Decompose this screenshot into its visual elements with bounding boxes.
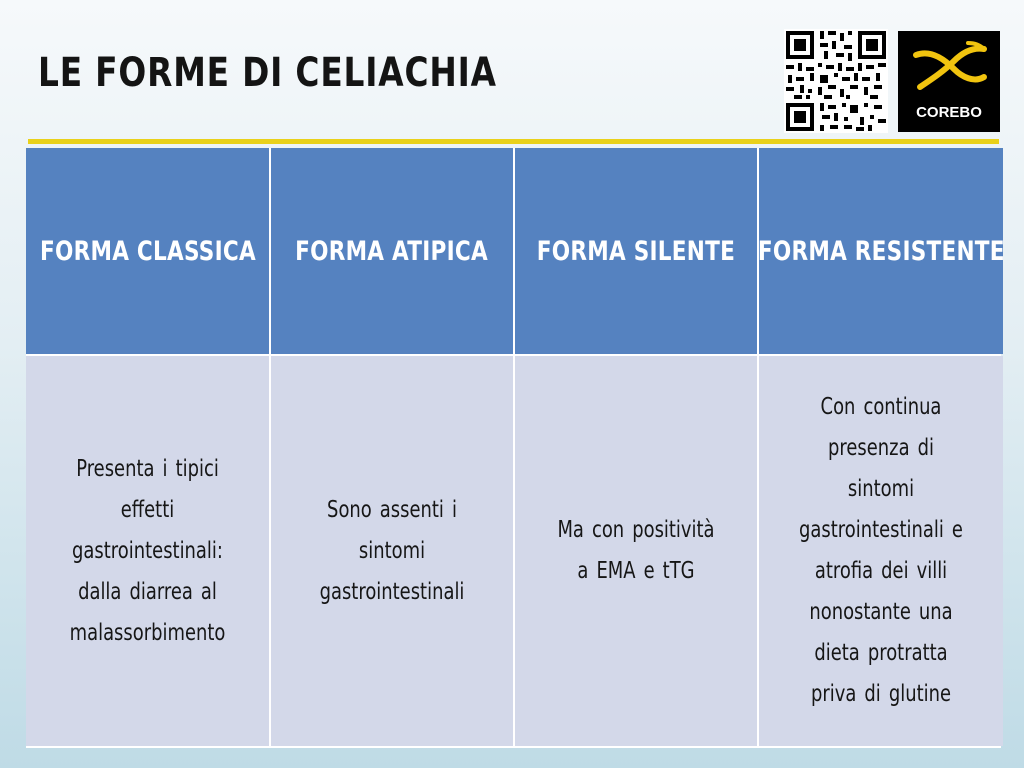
header-label: FORMA CLASSICA bbox=[39, 235, 256, 267]
header-forma-classica bbox=[26, 148, 269, 354]
logo-text: COREBO bbox=[916, 104, 982, 121]
cell-forma-classica bbox=[26, 356, 269, 746]
header-label: FORMA RESISTENTE bbox=[757, 235, 1005, 267]
cell-forma-silente bbox=[515, 356, 757, 746]
corebo-logo bbox=[898, 31, 1000, 132]
cell-forma-resistente bbox=[759, 356, 1003, 746]
cell-text: Sono assenti i sintomi gastrointestinali bbox=[319, 496, 465, 605]
title-underline bbox=[28, 139, 999, 144]
cell-text: Presenta i tipici effetti gastrointestinali: dalla diarrea al malassorbimento bbox=[69, 455, 226, 646]
header-label: FORMA ATIPICA bbox=[295, 235, 489, 267]
header-forma-silente bbox=[515, 148, 757, 354]
header-label: FORMA SILENTE bbox=[536, 235, 736, 267]
cell-text: Ma con positività a EMA e tTG bbox=[557, 517, 715, 584]
celiac-forms-table bbox=[26, 148, 1005, 748]
header-forma-resistente bbox=[759, 148, 1003, 354]
qr-code-icon bbox=[784, 29, 888, 133]
cell-text: Con continua presenza di sintomi gastrointestinali e atrofia dei villi nonostante una dieta protratta priva di glutine bbox=[799, 394, 963, 707]
cell-forma-atipica bbox=[271, 356, 513, 746]
header-forma-atipica bbox=[271, 148, 513, 354]
corebo-mark-icon bbox=[898, 31, 1000, 101]
slide-title: LE FORME DI CELIACHIA bbox=[38, 50, 497, 96]
